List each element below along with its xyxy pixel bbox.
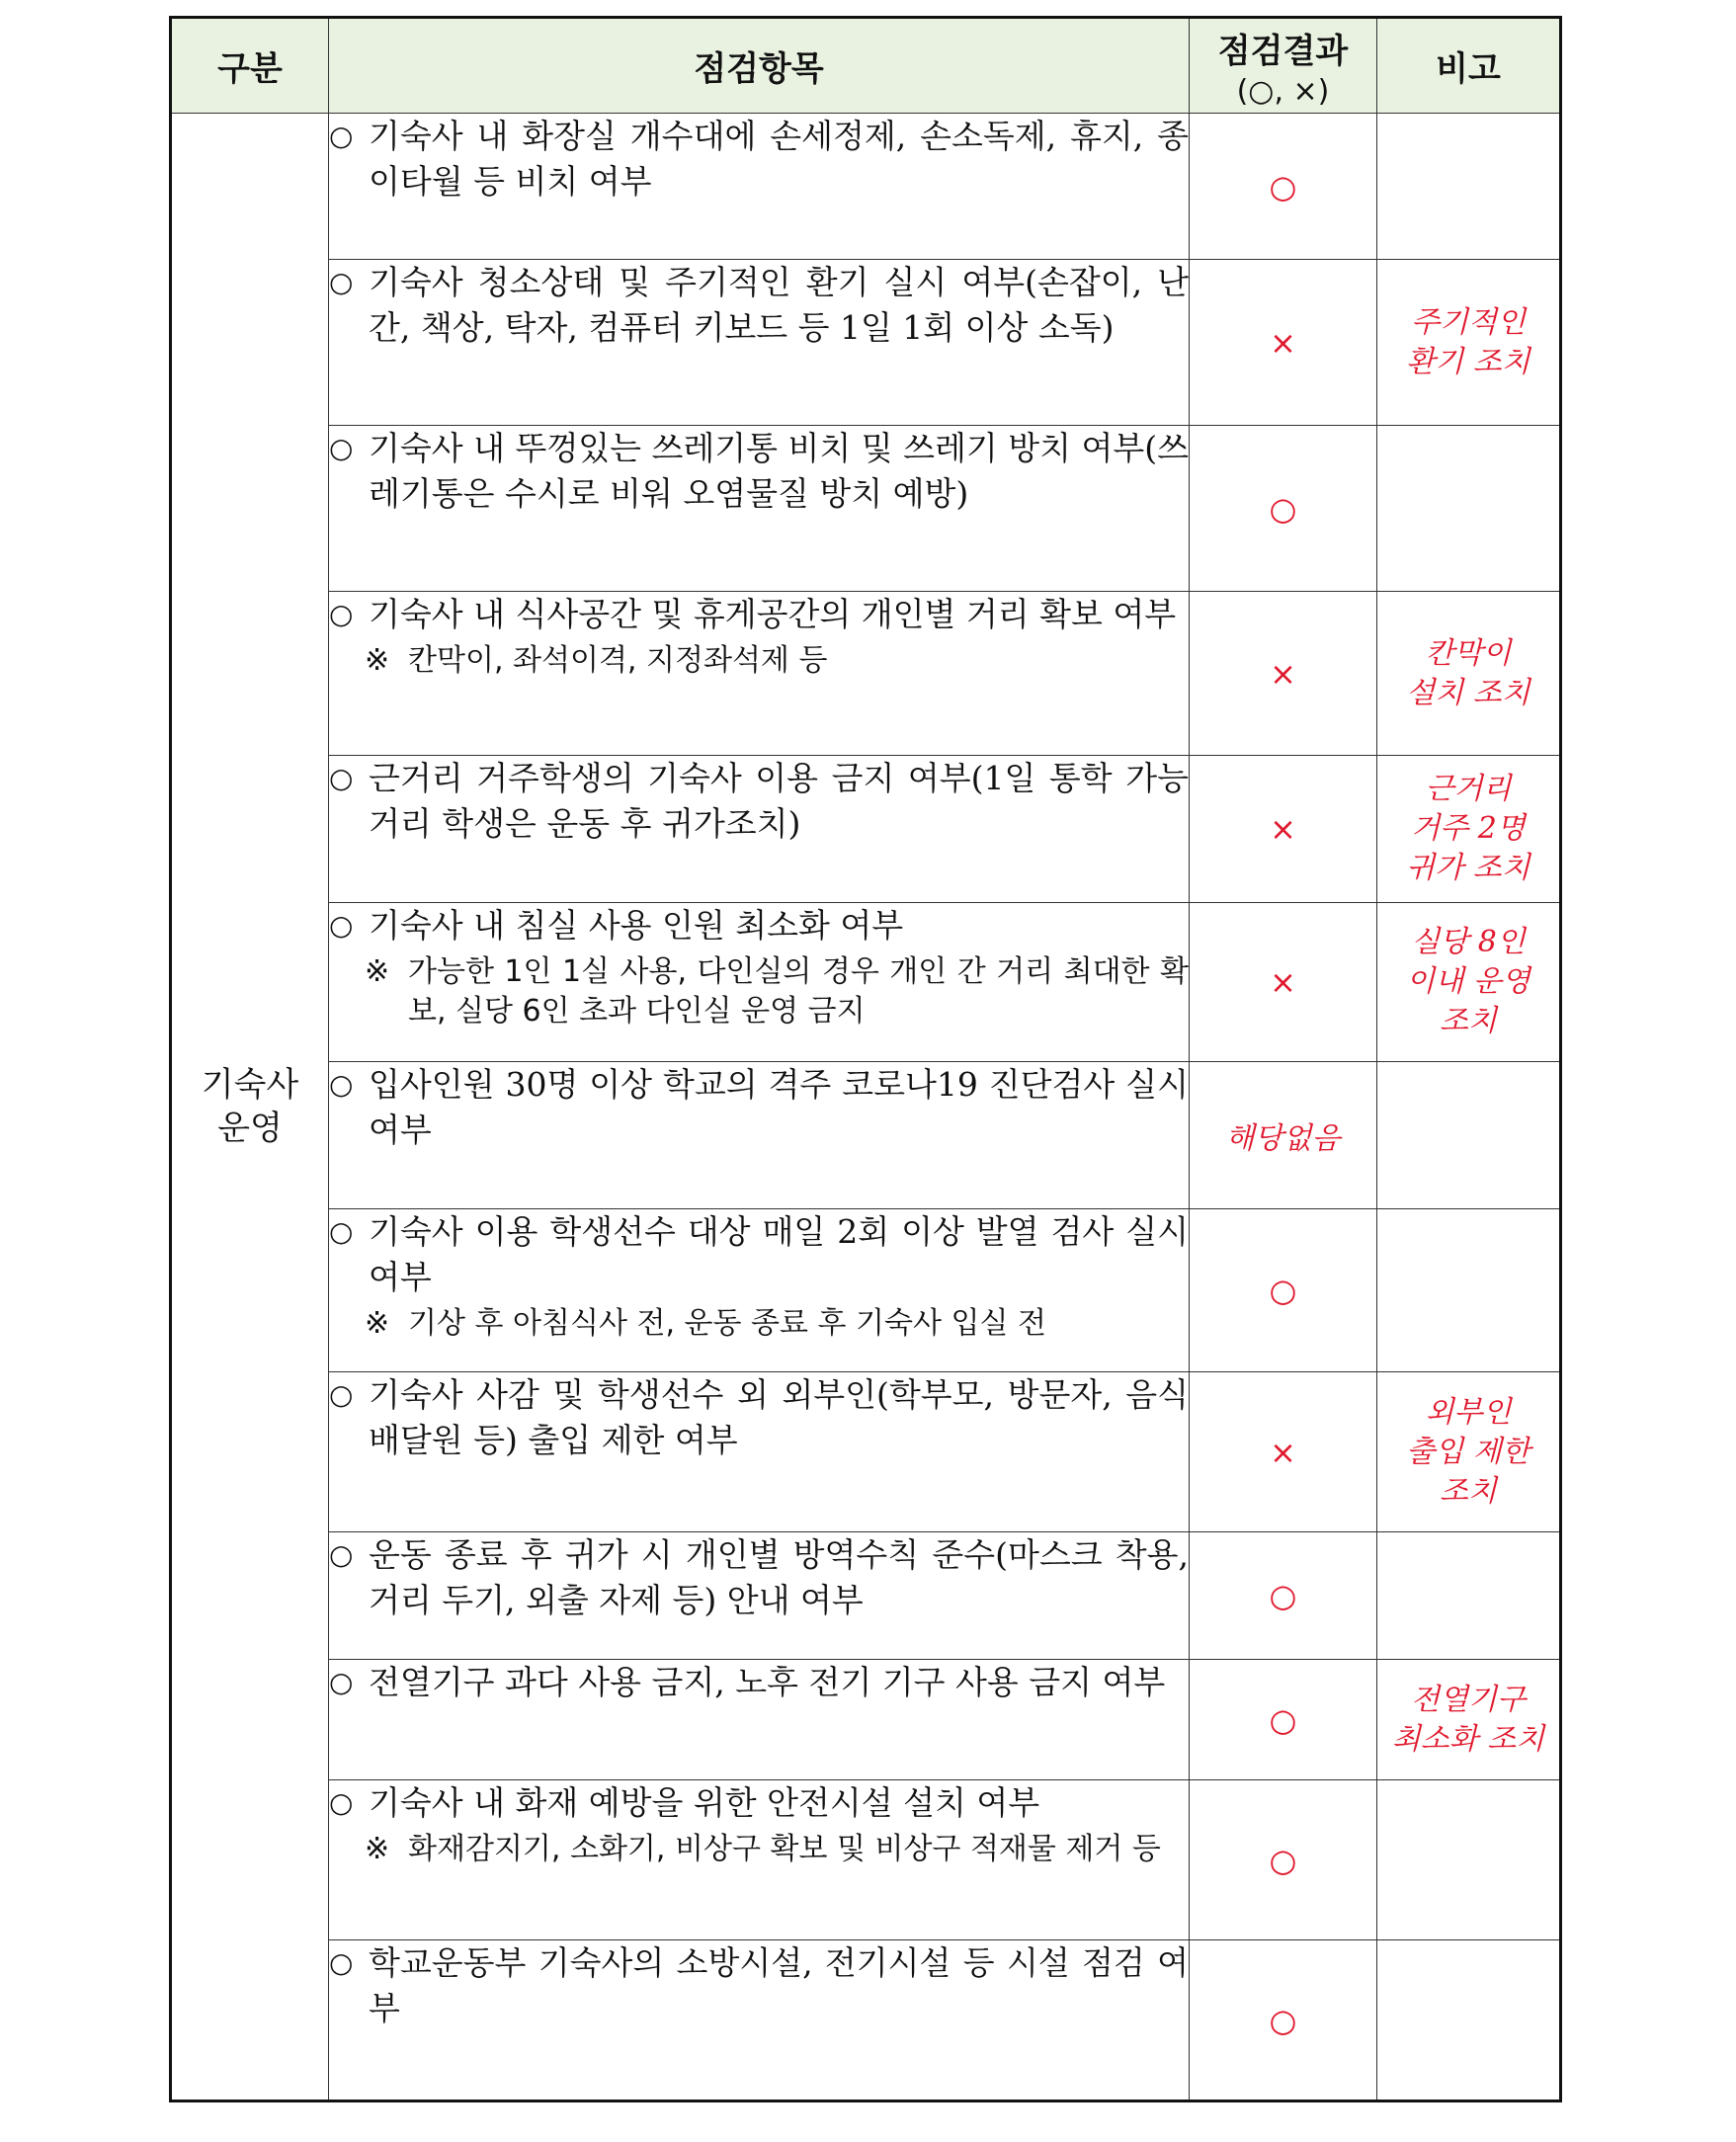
header-result-label: 점검결과 <box>1217 31 1349 71</box>
remark-line: 조치 <box>1440 1004 1497 1038</box>
table-row <box>171 1062 1561 1209</box>
item-line <box>329 1660 1189 1705</box>
bullet-icon: ○ <box>329 1378 354 1411</box>
item-text: 학교운동부 기숙사의 소방시설, 전기시설 등 시설 점검 여부 <box>369 1943 1189 2027</box>
result-mark: ○ <box>1269 1272 1297 1309</box>
table-row <box>171 1780 1561 1940</box>
header-category: 구분 <box>171 18 329 114</box>
item-text: 기숙사 이용 학생선수 대상 매일 2회 이상 발열 검사 실시 여부 <box>369 1212 1189 1296</box>
result-cell <box>1190 260 1377 426</box>
result-mark: ○ <box>1269 489 1297 528</box>
item-line <box>329 1372 1189 1463</box>
item-cell <box>329 1372 1190 1532</box>
note-text: 화재감지기, 소화기, 비상구 확보 및 비상구 적재물 제거 등 <box>408 1832 1161 1866</box>
result-mark: × <box>1270 323 1296 362</box>
item-line <box>329 1062 1189 1153</box>
bullet-icon: ○ <box>329 909 354 942</box>
remark-line: 설치 조치 <box>1406 675 1530 710</box>
item-text: 기숙사 내 뚜껑있는 쓰레기통 비치 및 쓰레기 방치 여부(쓰레기통은 수시로 비워 오염물질 방치 예방) <box>369 429 1189 513</box>
checklist-table <box>169 16 1562 2102</box>
remark-line: 최소화 조치 <box>1391 1721 1545 1757</box>
remark-line: 외부인 <box>1425 1394 1512 1430</box>
bullet-icon: ○ <box>329 1068 354 1101</box>
item-cell <box>329 1209 1190 1372</box>
result-mark: × <box>1270 810 1296 848</box>
result-mark: × <box>1270 1433 1296 1471</box>
remark-cell <box>1377 1209 1561 1372</box>
note-mark: ※ <box>365 954 390 989</box>
item-text: 기숙사 내 화재 예방을 위한 안전시설 설치 여부 <box>369 1783 1040 1822</box>
item-note <box>329 1830 1189 1869</box>
remark-cell <box>1377 260 1561 426</box>
remark-line: 이내 운영 <box>1406 964 1530 999</box>
item-text: 기숙사 내 침실 사용 인원 최소화 여부 <box>369 906 904 945</box>
note-mark: ※ <box>365 643 390 678</box>
remark-cell <box>1377 1372 1561 1532</box>
item-line <box>329 1209 1189 1300</box>
bullet-icon: ○ <box>329 432 354 464</box>
bullet-icon: ○ <box>329 1786 354 1819</box>
remark-cell <box>1377 1660 1561 1780</box>
result-cell <box>1190 756 1377 903</box>
item-cell <box>329 426 1190 592</box>
remark-line: 환기 조치 <box>1406 344 1530 379</box>
remark-line: 거주 2명 <box>1411 811 1526 846</box>
result-mark: ○ <box>1269 2001 1297 2039</box>
result-cell <box>1190 1940 1377 2101</box>
result-cell <box>1190 114 1377 260</box>
result-cell <box>1190 1660 1377 1780</box>
remark-line: 실당 8인 <box>1411 925 1526 959</box>
remark-cell <box>1377 1940 1561 2101</box>
note-mark: ※ <box>365 1832 390 1866</box>
item-line <box>329 592 1189 637</box>
item-text: 전열기구 과다 사용 금지, 노후 전기 기구 사용 금지 여부 <box>369 1663 1166 1701</box>
header-item: 점검항목 <box>329 18 1190 114</box>
remark-cell <box>1377 592 1561 756</box>
item-cell <box>329 1940 1190 2101</box>
item-text: 기숙사 내 식사공간 및 휴게공간의 개인별 거리 확보 여부 <box>369 595 1177 633</box>
header-remark: 비고 <box>1377 18 1561 114</box>
result-mark: 해당없음 <box>1225 1121 1341 1156</box>
item-line <box>329 903 1189 948</box>
result-mark: ○ <box>1269 1700 1297 1739</box>
bullet-icon: ○ <box>329 598 354 630</box>
note-text: 칸막이, 좌석이격, 지정좌석제 등 <box>408 643 828 678</box>
category-cell <box>171 114 329 2101</box>
bullet-icon: ○ <box>329 1215 354 1248</box>
remark-cell <box>1377 114 1561 260</box>
item-line <box>329 1532 1189 1623</box>
remark-line: 조치 <box>1440 1473 1497 1509</box>
remark-line: 출입 제한 <box>1406 1434 1530 1469</box>
item-line <box>329 1780 1189 1826</box>
remark-cell <box>1377 903 1561 1062</box>
result-cell <box>1190 1780 1377 1940</box>
remark-line: 칸막이 <box>1425 635 1512 671</box>
item-text: 기숙사 사감 및 학생선수 외 외부인(학부모, 방문자, 음식 배달원 등) 출입 제한 여부 <box>369 1375 1189 1459</box>
note-text: 기상 후 아침식사 전, 운동 종료 후 기숙사 입실 전 <box>408 1306 1046 1341</box>
item-cell <box>329 903 1190 1062</box>
item-line <box>329 1940 1189 2031</box>
result-mark: ○ <box>1269 167 1297 206</box>
bullet-icon: ○ <box>329 120 354 152</box>
result-mark: × <box>1270 963 1296 1001</box>
table-row <box>171 1209 1561 1372</box>
item-line <box>329 756 1189 847</box>
bullet-icon: ○ <box>329 266 354 298</box>
item-text: 운동 종료 후 귀가 시 개인별 방역수칙 준수(마스크 착용, 거리 두기, 외출 자제 등) 안내 여부 <box>369 1535 1189 1619</box>
remark-line: 전열기구 <box>1411 1682 1526 1717</box>
table-row <box>171 756 1561 903</box>
header-result-sub: (○, ×) <box>1236 73 1330 109</box>
item-text: 근거리 거주학생의 기숙사 이용 금지 여부(1일 통학 가능 거리 학생은 운동 후 귀가조치) <box>369 759 1189 843</box>
header-result <box>1190 18 1377 114</box>
note-text: 가능한 1인 1실 사용, 다인실의 경우 개인 간 거리 최대한 확보, 실당 6인 초과 다인실 운영 금지 <box>408 954 1189 1029</box>
item-line <box>329 426 1189 517</box>
item-note <box>329 952 1189 1031</box>
remark-cell <box>1377 1532 1561 1660</box>
remark-cell <box>1377 426 1561 592</box>
category-line: 운영 <box>217 1109 283 1148</box>
table-row <box>171 1532 1561 1660</box>
table-row <box>171 114 1561 260</box>
result-cell <box>1190 592 1377 756</box>
item-text: 기숙사 내 화장실 개수대에 손세정제, 손소독제, 휴지, 종이타월 등 비치 여부 <box>369 117 1189 201</box>
table-row <box>171 903 1561 1062</box>
table-body <box>171 114 1561 2101</box>
item-cell <box>329 1780 1190 1940</box>
item-note <box>329 1304 1189 1344</box>
item-line <box>329 260 1189 351</box>
item-cell <box>329 592 1190 756</box>
result-cell <box>1190 1532 1377 1660</box>
table-row <box>171 1372 1561 1532</box>
result-mark: × <box>1270 654 1296 693</box>
item-text: 입사인원 30명 이상 학교의 격주 코로나19 진단검사 실시 여부 <box>369 1065 1189 1149</box>
note-mark: ※ <box>365 1306 390 1341</box>
item-cell <box>329 1062 1190 1209</box>
result-mark: ○ <box>1269 1841 1297 1879</box>
category-line: 기숙사 <box>201 1065 299 1105</box>
result-cell <box>1190 1372 1377 1532</box>
result-cell <box>1190 1209 1377 1372</box>
result-cell <box>1190 903 1377 1062</box>
bullet-icon: ○ <box>329 1666 354 1698</box>
bullet-icon: ○ <box>329 1538 354 1571</box>
result-cell <box>1190 1062 1377 1209</box>
remark-line: 주기적인 <box>1411 304 1526 340</box>
table-row <box>171 260 1561 426</box>
bullet-icon: ○ <box>329 1946 354 1979</box>
item-cell <box>329 756 1190 903</box>
remark-cell <box>1377 756 1561 903</box>
result-mark: ○ <box>1269 1577 1297 1614</box>
item-cell <box>329 1660 1190 1780</box>
item-cell <box>329 1532 1190 1660</box>
table-row <box>171 1660 1561 1780</box>
remark-line: 귀가 조치 <box>1406 851 1530 885</box>
remark-cell <box>1377 1062 1561 1209</box>
item-line <box>329 114 1189 205</box>
item-cell <box>329 260 1190 426</box>
remark-line: 근거리 <box>1425 772 1512 806</box>
result-cell <box>1190 426 1377 592</box>
item-note <box>329 641 1189 681</box>
bullet-icon: ○ <box>329 762 354 794</box>
item-text: 기숙사 청소상태 및 주기적인 환기 실시 여부(손잡이, 난간, 책상, 탁자, 컴퓨터 키보드 등 1일 1회 이상 소독) <box>369 263 1189 347</box>
table-row <box>171 1940 1561 2101</box>
header-row <box>171 18 1561 114</box>
table-row <box>171 592 1561 756</box>
table-row <box>171 426 1561 592</box>
item-cell <box>329 114 1190 260</box>
remark-cell <box>1377 1780 1561 1940</box>
